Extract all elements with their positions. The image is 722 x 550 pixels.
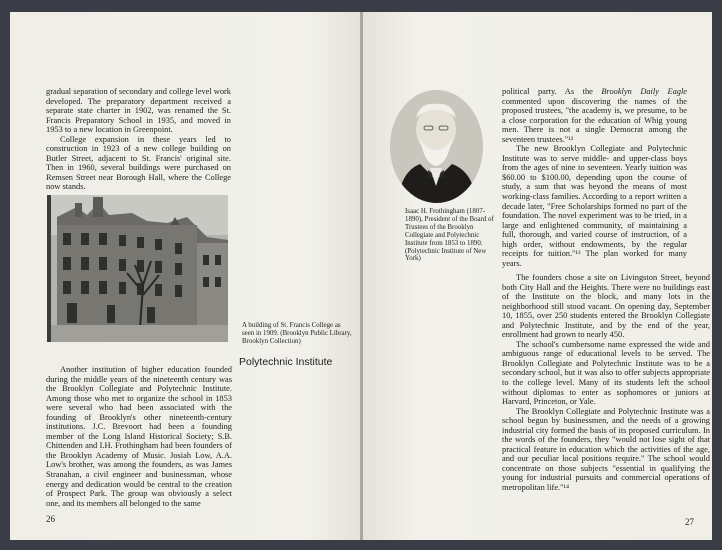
portrait-illustration xyxy=(390,90,483,203)
right-top-text xyxy=(502,87,687,268)
right-paragraph-3: The founders chose a site on Livingston Street, beyond both City Hall and the Heights. There were no buildings east of the Institute on the block, and many lots in the neighborhood still stood vacant. On opening day, September 10, 1855, over 250 students entered the Brooklyn Collegiate and Polytechnic Institute, and by the end of the year, enrollment had grown to nearly 450. xyxy=(502,273,710,340)
newspaper-title: Brooklyn Daily Eagle xyxy=(601,87,687,96)
portrait-caption: Isaac H. Frothingham (1807-1890), President of the Board of Trustees of the Brooklyn Collegiate and Polytechnic Institute from 1853 to 1890. (Polytechnic Institute of New York) xyxy=(405,208,494,263)
right-paragraph-1 xyxy=(502,87,687,144)
right-page-number: 27 xyxy=(685,517,694,527)
left-paragraph-3: Another institution of higher education founded during the middle years of the nineteenth century was the Brooklyn Collegiate and Polytechnic Institute. Among those who met to organize the school in 1853 were several who had been associated with the founding of Brooklyn's other nineteenth-century institutions. J.C. Brevoort had been a founding member of the Long Island Historical Society; S.B. Chittenden and I.H. Frothingham had been founders of the Brooklyn Academy of Music. Josiah Low, A.A. Low's brother, was among the founders, as was James Stranahan, a civil engineer and businessman, whose energy and dedication would be central to the creation of Prospect Park. The group was obviously a select one, and its members all belonged to the same xyxy=(46,365,232,508)
section-heading: Polytechnic Institute xyxy=(239,356,333,368)
left-bottom-text xyxy=(46,365,232,508)
book-spread xyxy=(10,12,712,540)
left-paragraph-2: College expansion in these years led to construction in 1923 of a new college building on Butler Street, adjacent to St. Francis' original site. Then in 1960, several buildings were purchased on Remsen Street near Borough Hall, where the College now stands. xyxy=(46,134,231,192)
building-illustration xyxy=(47,195,228,342)
left-paragraph-1: gradual separation of secondary and college level work developed. The preparatory department received a separate state charter in 1902, was renamed the St. Francis Preparatory School in 1935, and moved in 1953 to a new location in Greenpoint. xyxy=(46,87,231,135)
left-top-text xyxy=(46,87,231,192)
left-page-number: 26 xyxy=(46,514,55,524)
left-page xyxy=(10,12,361,540)
building-photo-caption: A building of St. Francis College as seen in 1909. (Brooklyn Public Library, Brooklyn Collection) xyxy=(242,322,352,345)
right-paragraph-2: The new Brooklyn Collegiate and Polytechnic Institute was to serve middle- and upper-class boys from the ages of nine to seventeen. Yearly tuition was $60.00 to $100.00, depending upon the course of study, a sum that was beyond the means of most working-class families. According to a report written a decade later, "Free Scholarships formed no part of the foundation. The novel experiment was to be tried, in a large and enlightened community, of maintaining a full, thorough, and varied course of instruction, of a high order, without endowments, by the regular receipts for tuition."¹³ The plan worked for many years. xyxy=(502,144,687,268)
right-bottom-text xyxy=(502,273,710,493)
right-paragraph-5: The Brooklyn Collegiate and Polytechnic Institute was a school begun by businessmen, and the needs of a growing industrial city formed the basis of its proposed curriculum. In the words of the founders, they "would not lose sight of that practical feature in education which the activities of the age, and our peculiar local positions require." The school would concentrate on those subjects "essential in qualifying the young for industrial pursuits and commercial operations of metropolitan life."¹⁴ xyxy=(502,406,710,493)
frothingham-portrait xyxy=(390,90,483,203)
right-page xyxy=(363,12,712,540)
st-francis-building-photo xyxy=(47,195,228,342)
paragraph-1-start: political party. As the xyxy=(502,87,602,96)
right-paragraph-4: The school's cumbersome name expressed the wide and ambiguous range of educational levels to be served. The Brooklyn Collegiate and Polytechnic Institute was to be a secondary school, but it was also to offer subjects appropriate to the college level. Many of its students left the school without diplomas to enter as sophomores or juniors at Harvard, Princeton, or Yale. xyxy=(502,339,710,407)
paragraph-1-end: commented upon discovering the names of the proposed trustees, "the academy is, we presume, to be a close corporation for the education of Whig young men. There is not a single Democrat among the seventeen trustees."¹² xyxy=(502,96,687,144)
